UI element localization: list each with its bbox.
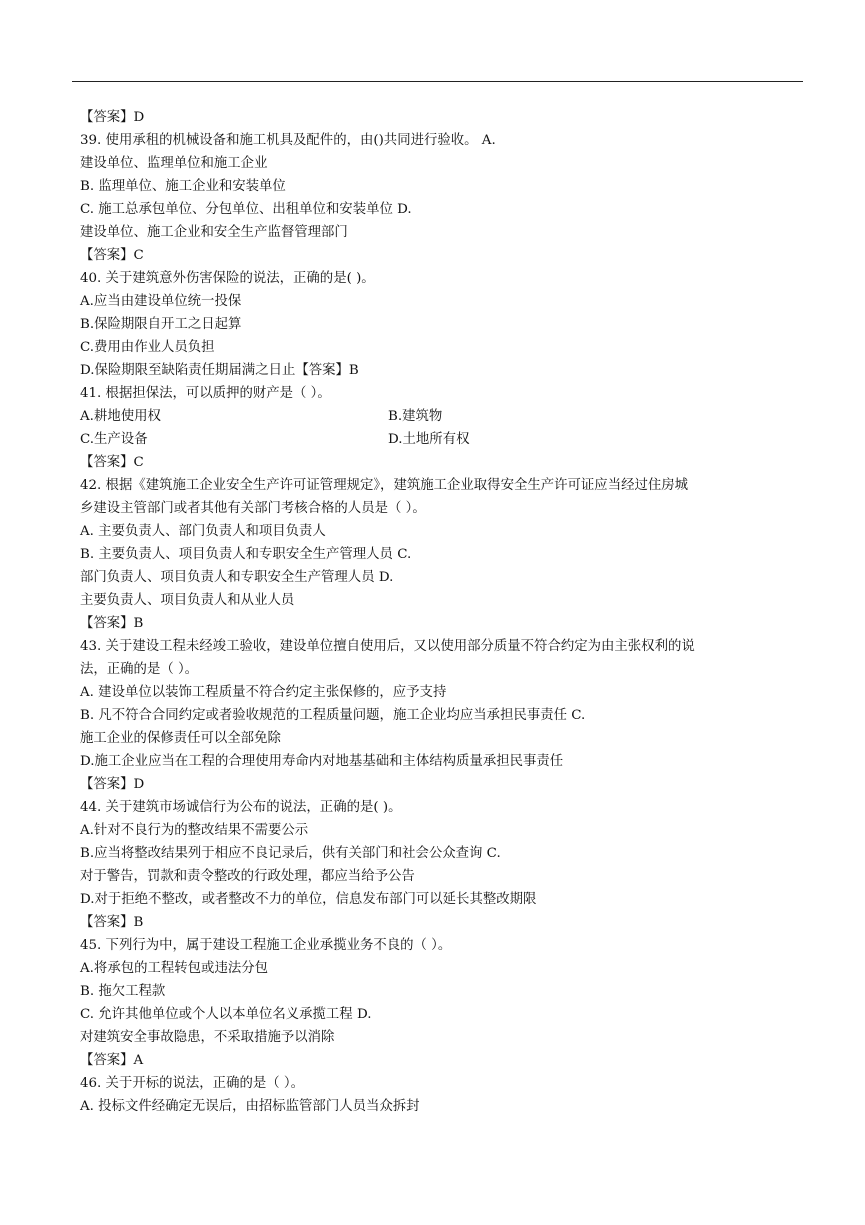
option-40-d: D.保险期限至缺陷责任期届满之日止【答案】B	[80, 363, 359, 378]
option-41-c: C.生产设备	[80, 432, 148, 447]
answer-43: 【答案】D	[80, 777, 145, 792]
option-44-b: B.应当将整改结果列于相应不良记录后，供有关部门和社会公众查询 C.	[80, 846, 501, 861]
option-43-d: D.施工企业应当在工程的合理使用寿命内对地基基础和主体结构质量承担民事责任	[80, 754, 564, 769]
header-rule	[72, 81, 803, 82]
options-41-ab	[80, 405, 800, 428]
option-40-b: B.保险期限自开工之日起算	[80, 317, 242, 332]
option-42-c: 部门负责人、项目负责人和专职安全生产管理人员 D.	[80, 570, 394, 585]
answer-44: 【答案】B	[80, 915, 144, 930]
answer-42: 【答案】B	[80, 616, 144, 631]
option-44-d: D.对于拒绝不整改，或者整改不力的单位，信息发布部门可以延长其整改期限	[80, 892, 537, 907]
option-42-d: 主要负责人、项目负责人和从业人员	[80, 593, 295, 608]
option-42-a: A. 主要负责人、部门负责人和项目负责人	[80, 524, 326, 539]
option-43-c: 施工企业的保修责任可以全部免除	[80, 731, 281, 746]
option-45-a: A.将承包的工程转包或违法分包	[80, 961, 269, 976]
question-43-line-1: 43. 关于建设工程未经竣工验收，建设单位擅自使用后，又以使用部分质量不符合约定为由主张权利的说	[80, 639, 695, 654]
question-41: 41. 根据担保法，可以质押的财产是（ ）。	[80, 386, 331, 401]
option-39-d: 建设单位、施工企业和安全生产监督管理部门	[80, 225, 348, 240]
option-44-a: A.针对不良行为的整改结果不需要公示	[80, 823, 309, 838]
option-46-a: A. 投标文件经确定无误后，由招标监管部门人员当众拆封	[80, 1099, 420, 1114]
question-40: 40. 关于建筑意外伤害保险的说法，正确的是( )。	[80, 271, 375, 286]
answer-38: 【答案】D	[80, 110, 145, 125]
option-41-b: B.建筑物	[388, 409, 443, 424]
option-43-b: B. 凡不符合合同约定或者验收规范的工程质量问题，施工企业均应当承担民事责任 C.	[80, 708, 586, 723]
answer-45: 【答案】A	[80, 1053, 144, 1068]
option-41-d: D.土地所有权	[388, 432, 470, 447]
option-43-a: A. 建设单位以装饰工程质量不符合约定主张保修的，应予支持	[80, 685, 447, 700]
option-45-b: B. 拖欠工程款	[80, 984, 166, 999]
option-42-b: B. 主要负责人、项目负责人和专职安全生产管理人员 C.	[80, 547, 412, 562]
option-39-b: B. 监理单位、施工企业和安装单位	[80, 179, 286, 194]
option-45-c: C. 允许其他单位或个人以本单位名义承揽工程 D.	[80, 1007, 372, 1022]
options-41-cd	[80, 428, 800, 451]
option-41-a: A.耕地使用权	[80, 409, 161, 424]
answer-41: 【答案】C	[80, 455, 144, 470]
question-44: 44. 关于建筑市场诚信行为公布的说法，正确的是( )。	[80, 800, 402, 815]
question-45: 45. 下列行为中，属于建设工程施工企业承揽业务不良的（ ）。	[80, 938, 452, 953]
answer-39: 【答案】C	[80, 248, 144, 263]
option-39-c: C. 施工总承包单位、分包单位、出租单位和安装单位 D.	[80, 202, 412, 217]
option-40-a: A.应当由建设单位统一投保	[80, 294, 242, 309]
option-44-c: 对于警告，罚款和责令整改的行政处理，都应当给予公告	[80, 869, 415, 884]
option-45-d: 对建筑安全事故隐患，不采取措施予以消除	[80, 1030, 335, 1045]
question-43-line-2: 法，正确的是（ ）。	[80, 662, 199, 677]
document-body	[80, 106, 800, 1118]
question-39: 39. 使用承租的机械设备和施工机具及配件的，由()共同进行验收。 A.	[80, 133, 496, 148]
option-39-a: 建设单位、监理单位和施工企业	[80, 156, 268, 171]
question-46: 46. 关于开标的说法，正确的是（ ）。	[80, 1076, 304, 1091]
question-42-line-2: 乡建设主管部门或者其他有关部门考核合格的人员是（ ）。	[80, 501, 426, 516]
question-42-line-1: 42. 根据《建筑施工企业安全生产许可证管理规定》，建筑施工企业取得安全生产许可证应当经过住房城	[80, 478, 689, 493]
option-40-c: C.费用由作业人员负担	[80, 340, 215, 355]
